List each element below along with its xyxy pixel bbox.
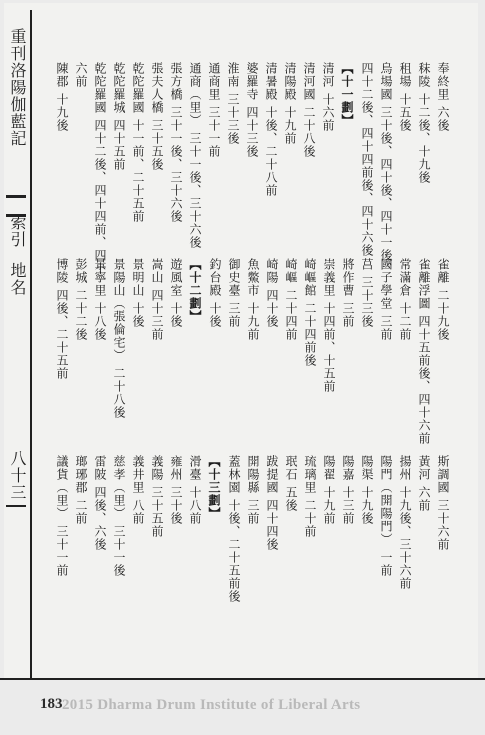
index-entry: 魚鱉市 十九前: [246, 258, 260, 341]
index-entry: 雀離浮圖 四十五前後、四十六前: [417, 258, 431, 445]
index-entry: 義井里 八前: [131, 455, 145, 525]
index-entry: 奉終里 六後: [436, 62, 450, 132]
index-entry: 婆羅寺 四十三後: [245, 62, 259, 158]
index-entry: 將作曹 三前: [341, 258, 355, 328]
section-title: 索引: [8, 214, 27, 248]
index-entry: 御史臺 三前: [227, 258, 241, 328]
index-entry: 彭城 二十二後: [74, 258, 88, 341]
index-entry: 陳郡 十九後: [55, 62, 69, 132]
index-entry: 烏場國 三十後、四十後、四十一後、: [379, 62, 393, 275]
index-entry: 租場 十五後: [398, 62, 412, 132]
index-entry: 雍州 三十後: [169, 455, 183, 525]
index-entry: 慈孝（里） 三十一後: [112, 455, 126, 577]
index-entry: 議貨（里） 三十一前: [55, 455, 69, 577]
index-entry: 景寧里 十八後: [93, 258, 107, 341]
index-entry: 陽渠 十九後: [360, 455, 374, 525]
index-entry: 國子學堂 三前: [379, 258, 393, 341]
index-entry: 跋提國 四十四後: [265, 455, 279, 551]
page-number-vertical: 八十三: [8, 450, 27, 501]
index-entry: 開陽縣 三前: [246, 455, 260, 525]
index-entry: 清陽殿 十九前: [283, 62, 297, 145]
index-entry: 滑臺 十八前: [188, 455, 202, 525]
index-entry: 景陽山（張倫宅） 二十八後: [112, 258, 126, 419]
index-entry: 通商（里） 三十一後、三十六後: [188, 62, 202, 249]
running-title: 重刊洛陽伽藍記: [8, 28, 27, 147]
index-entry: 常滿倉 十二前: [398, 258, 412, 341]
index-entry: 陽翟 十九前: [322, 455, 336, 525]
index-entry: 六前: [74, 62, 88, 88]
index-entry: 斯調國 三十六前: [436, 455, 450, 551]
index-entry: 博陵 四後、二十五前: [55, 258, 69, 380]
index-entry: 景明山 十後: [131, 258, 145, 328]
index-entry: 乾陀羅城 四十五前: [112, 62, 126, 171]
index-entry: 張方橋 三十一後、三十六後: [169, 62, 183, 223]
stroke-heading: 【十二劃】: [188, 258, 202, 323]
index-entry: 乾陀羅國 十一前、二十五前: [131, 62, 145, 223]
index-entry: 釣台殿 十後: [208, 258, 222, 328]
frame-vertical-rule: [30, 10, 32, 678]
index-entry: 崇義里 十四前、十五前: [322, 258, 336, 393]
footer-page-number: 183: [40, 696, 63, 712]
index-entry: 淮南 三十三後: [226, 62, 240, 145]
index-entry: 義陽 三十五前: [150, 455, 164, 538]
index-entry: 四十二後、四十四前後、四十六後: [360, 62, 374, 257]
index-entry: 陽門（開陽門） 一前: [379, 455, 393, 577]
index-entry: 蓋林園 十後、二十五前後: [227, 455, 241, 603]
index-entry: 乾陀羅國 四十二後、四十四前、四十: [93, 62, 107, 275]
index-entry: 揚州 十九後、三十六前: [398, 455, 412, 590]
index-entry: 通商里 三十一前: [207, 62, 221, 158]
frame-bottom-rule: [0, 678, 485, 680]
index-entry: 秣陵 十二後、十九後: [417, 62, 431, 184]
index-entry: 琉璃里 二十前: [303, 455, 317, 538]
index-entry: 嵩山 四十三前: [150, 258, 164, 341]
stroke-heading: 【十三劃】: [207, 455, 221, 520]
stroke-heading: 【十一劃】: [340, 62, 354, 127]
index-entry: 雷陂 四後、六後: [93, 455, 107, 551]
index-entry: 清河 十六前: [321, 62, 335, 132]
index-entry: 瑯琊郡 二前: [74, 455, 88, 525]
index-entry: 清暑殿 十後、二十八前: [264, 62, 278, 197]
index-entry: 崎嶇館 二十四前後: [303, 258, 317, 367]
index-entry: 陽嘉 十三前: [341, 455, 355, 525]
index-entry: 張夫人橋 三十五後: [150, 62, 164, 171]
index-entry: 崎嶇 二十四前: [284, 258, 298, 341]
page-number-rule: [6, 505, 26, 507]
index-entry: 雀離 二十九後: [436, 258, 450, 341]
section-subtitle: 地名: [8, 262, 27, 296]
index-entry: 莒 三十三後: [360, 258, 374, 328]
index-entry: 珉石 五後: [284, 455, 298, 512]
index-entry: 崎陽 四十後: [265, 258, 279, 328]
index-entry: 遊風室 十後: [169, 258, 183, 328]
footer-watermark: 2015 Dharma Drum Institute of Liberal Arts: [62, 697, 361, 713]
index-entry: 黃河 六前: [417, 455, 431, 512]
index-entry: 清河國 二十八後: [302, 62, 316, 158]
